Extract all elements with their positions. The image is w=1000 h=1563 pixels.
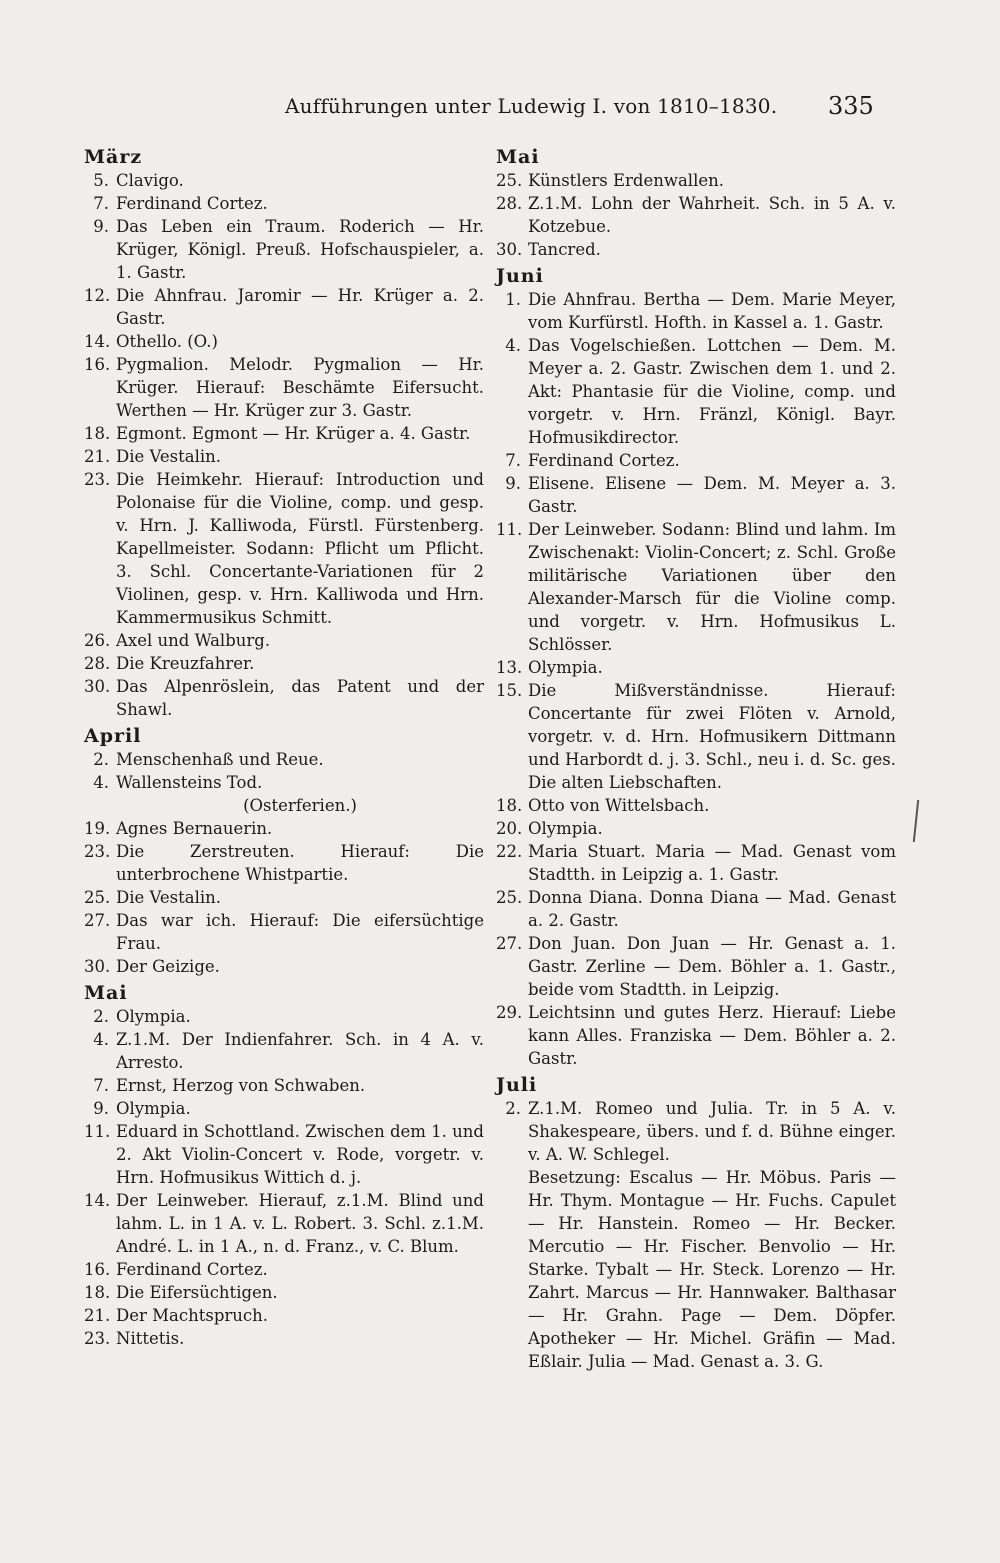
day-number: 16 . bbox=[84, 1258, 109, 1281]
day-number: 11 . bbox=[496, 518, 521, 541]
day-number: 23 . bbox=[84, 840, 109, 863]
day-number: 2 . bbox=[84, 1005, 109, 1028]
entry-text: Olympia. bbox=[116, 1099, 191, 1118]
entry-text: Axel und Walburg. bbox=[116, 631, 271, 650]
performance-entry bbox=[84, 955, 484, 978]
day-number: 28 . bbox=[84, 652, 109, 675]
entry-text: Die Vestalin. bbox=[116, 447, 222, 466]
entry-text: Elisene. Elisene — Dem. M. Meyer a. 3. Gastr. bbox=[528, 474, 896, 516]
day-number: 18 . bbox=[496, 794, 521, 817]
margin-pencil-mark bbox=[913, 800, 922, 842]
day-number: 30 . bbox=[84, 955, 109, 978]
performance-entry bbox=[84, 215, 484, 284]
day-number: 30 . bbox=[84, 675, 109, 698]
section-note: (Osterferien.) bbox=[243, 796, 357, 815]
performance-entry bbox=[496, 334, 896, 449]
performance-entry bbox=[84, 652, 484, 675]
month-heading: März bbox=[84, 146, 143, 168]
performance-entry bbox=[84, 771, 484, 794]
day-number: 27 . bbox=[84, 909, 109, 932]
entry-text: Nittetis. bbox=[116, 1329, 185, 1348]
day-number: 19 . bbox=[84, 817, 109, 840]
performance-entry bbox=[84, 1005, 484, 1028]
day-number: 27 . bbox=[496, 932, 521, 955]
entry-text: Maria Stuart. Maria — Mad. Genast vom Stadtth. in Leipzig a. 1. Gastr. bbox=[528, 842, 896, 884]
performance-entry bbox=[84, 1074, 484, 1097]
day-number: 30 . bbox=[496, 238, 521, 261]
page-header bbox=[0, 94, 1000, 124]
month-heading: Mai bbox=[84, 982, 128, 1004]
performance-entry bbox=[496, 1001, 896, 1070]
entry-text: Die Eifersüchtigen. bbox=[116, 1283, 278, 1302]
day-number: 13 . bbox=[496, 656, 521, 679]
performance-entry bbox=[84, 353, 484, 422]
performance-entry bbox=[84, 192, 484, 215]
entry-text: Agnes Bernauerin. bbox=[116, 819, 273, 838]
performance-entry bbox=[496, 518, 896, 656]
day-number: 22 . bbox=[496, 840, 521, 863]
entry-text: Der Leinweber. Hierauf, z.1.M. Blind und lahm. L. in 1 A. v. L. Robert. 3. Schl. z.1.M. André. L. in 1 A., n. d. Franz., v. C. Blum. bbox=[116, 1191, 484, 1256]
entry-text: Eduard in Schottland. Zwischen dem 1. und 2. Akt Violin-Concert v. Rode, vorgetr. v. Hrn. Hofmusikus Wittich d. j. bbox=[116, 1122, 484, 1187]
performance-entry bbox=[84, 330, 484, 353]
entry-text: Pygmalion. Melodr. Pygmalion — Hr. Krüger. Hierauf: Beschämte Eifersucht. Werthen — Hr. Krüger zur 3. Gastr. bbox=[116, 355, 484, 420]
day-number: 21 . bbox=[84, 1304, 109, 1327]
day-number: 20 . bbox=[496, 817, 521, 840]
performance-entry bbox=[84, 748, 484, 771]
performance-entry bbox=[84, 840, 484, 886]
performance-entry bbox=[84, 1120, 484, 1189]
performance-entry bbox=[84, 1281, 484, 1304]
entry-text: Der Leinweber. Sodann: Blind und lahm. Im Zwischenakt: Violin-Concert; z. Schl. Große militärische Variationen über den Alexander-Marsch für die Violine comp. und vorgetr. v. Hrn. Hofmusikus L. Schlösser. bbox=[528, 520, 896, 654]
performance-entry bbox=[84, 1028, 484, 1074]
day-number: 7 . bbox=[84, 192, 109, 215]
entry-text: Wallensteins Tod. bbox=[116, 773, 263, 792]
day-number: 7 . bbox=[84, 1074, 109, 1097]
day-number: 15 . bbox=[496, 679, 521, 702]
performance-entry bbox=[84, 445, 484, 468]
day-number: 9 . bbox=[84, 215, 109, 238]
performance-entry bbox=[496, 238, 896, 261]
performance-entry bbox=[496, 288, 896, 334]
entry-text: Z.1.M. Lohn der Wahrheit. Sch. in 5 A. v. Kotzebue. bbox=[528, 194, 896, 236]
performance-entry bbox=[496, 472, 896, 518]
performance-entry bbox=[496, 794, 896, 817]
day-number: 14 . bbox=[84, 1189, 109, 1212]
performance-entry bbox=[496, 886, 896, 932]
performance-entry bbox=[84, 1327, 484, 1350]
entry-text: Das Vogelschießen. Lottchen — Dem. M. Meyer a. 2. Gastr. Zwischen dem 1. und 2. Akt: Phantasie für die Violine, comp. und vorgetr. v. Hrn. Fränzl, Königl. Bayr. Hofmusikdirector. bbox=[528, 336, 896, 447]
entry-text: Die Ahnfrau. Jaromir — Hr. Krüger a. 2. Gastr. bbox=[116, 286, 484, 328]
entry-text: Der Geizige. bbox=[116, 957, 220, 976]
entry-text: Ferdinand Cortez. bbox=[528, 451, 680, 470]
day-number: 14 . bbox=[84, 330, 109, 353]
entry-text: Der Machtspruch. bbox=[116, 1306, 269, 1325]
entry-text: Das Leben ein Traum. Roderich — Hr. Krüger, Königl. Preuß. Hofschauspieler, a. 1. Gastr. bbox=[116, 217, 484, 282]
running-head: Aufführungen unter Ludewig I. von 1810–1830. bbox=[285, 94, 778, 118]
performance-entry bbox=[84, 675, 484, 721]
entry-text: Künstlers Erdenwallen. bbox=[528, 171, 724, 190]
performance-entry bbox=[84, 1189, 484, 1258]
performance-entry bbox=[84, 468, 484, 629]
day-number: 7 . bbox=[496, 449, 521, 472]
day-number: 11 . bbox=[84, 1120, 109, 1143]
performance-entry bbox=[84, 1258, 484, 1281]
day-number: 21 . bbox=[84, 445, 109, 468]
entry-text: Das war ich. Hierauf: Die eifersüchtige Frau. bbox=[116, 911, 484, 953]
right-column bbox=[496, 146, 896, 1373]
performance-entry bbox=[496, 679, 896, 794]
day-number: 2 . bbox=[496, 1097, 521, 1120]
performance-entry bbox=[84, 1097, 484, 1120]
performance-entry bbox=[84, 1304, 484, 1327]
performance-entry bbox=[84, 817, 484, 840]
day-number: 4 . bbox=[84, 771, 109, 794]
entry-text: Die Vestalin. bbox=[116, 888, 222, 907]
day-number: 4 . bbox=[84, 1028, 109, 1051]
day-number: 4 . bbox=[496, 334, 521, 357]
entry-text: Die Zerstreuten. Hierauf: Die unterbrochene Whistpartie. bbox=[116, 842, 484, 884]
performance-entry bbox=[496, 169, 896, 192]
performance-entry bbox=[84, 886, 484, 909]
entry-text: Olympia. bbox=[528, 658, 603, 677]
day-number: 26 . bbox=[84, 629, 109, 652]
day-number: 25 . bbox=[496, 169, 521, 192]
performance-entry bbox=[84, 909, 484, 955]
entry-text: Othello. (O.) bbox=[116, 332, 218, 351]
entry-text: Olympia. bbox=[116, 1007, 191, 1026]
performance-entry bbox=[496, 656, 896, 679]
entry-text: Egmont. Egmont — Hr. Krüger a. 4. Gastr. bbox=[116, 424, 471, 443]
day-number: 28 . bbox=[496, 192, 521, 215]
entry-text: Olympia. bbox=[528, 819, 603, 838]
day-number: 16 . bbox=[84, 353, 109, 376]
entry-text: Die Mißverständnisse. Hierauf: Concertante für zwei Flöten v. Arnold, vorgetr. v. d. Hrn. Hofmusikern Dittmann und Harbordt d. j. 3. Schl., neu i. d. Sc. ges. Die alten Liebschaften. bbox=[528, 681, 896, 792]
performance-entry bbox=[84, 169, 484, 192]
month-heading: Juli bbox=[496, 1074, 538, 1096]
day-number: 9 . bbox=[84, 1097, 109, 1120]
entry-text: Das Alpenröslein, das Patent und der Shawl. bbox=[116, 677, 484, 719]
performance-entry bbox=[496, 1097, 896, 1166]
day-number: 23 . bbox=[84, 1327, 109, 1350]
entry-text: Z.1.M. Der Indienfahrer. Sch. in 4 A. v. Arresto. bbox=[116, 1030, 484, 1072]
performance-entry bbox=[496, 840, 896, 886]
entry-text: Donna Diana. Donna Diana — Mad. Genast a. 2. Gastr. bbox=[528, 888, 896, 930]
performance-entry bbox=[496, 932, 896, 1001]
performance-entry bbox=[496, 192, 896, 238]
entry-continuation: Besetzung: Escalus — Hr. Möbus. Paris — Hr. Thym. Montague — Hr. Fuchs. Capulet — Hr. Hanstein. Romeo — Hr. Becker. Mercutio — Hr. Fischer. Benvolio — Hr. Starke. Tybalt — Hr. Steck. Lorenzo — Hr. Zahrt. Marcus — Hr. Hannwaker. Balthasar — Hr. Grahn. Page — Dem. Döpfer. Apotheker — Hr. Michel. Gräfin — Mad. Eßlair. Julia — Mad. Genast a. 3. G. bbox=[528, 1168, 896, 1371]
month-heading: Mai bbox=[496, 146, 540, 168]
entry-text: Otto von Wittelsbach. bbox=[528, 796, 710, 815]
performance-entry bbox=[84, 284, 484, 330]
left-column bbox=[84, 146, 484, 1350]
month-heading: April bbox=[84, 725, 142, 747]
month-heading: Juni bbox=[496, 265, 544, 287]
day-number: 18 . bbox=[84, 422, 109, 445]
entry-text: Don Juan. Don Juan — Hr. Genast a. 1. Gastr. Zerline — Dem. Böhler a. 1. Gastr., beide vom Stadtth. in Leipzig. bbox=[528, 934, 896, 999]
entry-text: Tancred. bbox=[528, 240, 601, 259]
day-number: 18 . bbox=[84, 1281, 109, 1304]
entry-text: Die Ahnfrau. Bertha — Dem. Marie Meyer, vom Kurfürstl. Hofth. in Kassel a. 1. Gastr. bbox=[528, 290, 896, 332]
day-number: 25 . bbox=[496, 886, 521, 909]
day-number: 25 . bbox=[84, 886, 109, 909]
entry-text: Leichtsinn und gutes Herz. Hierauf: Liebe kann Alles. Franziska — Dem. Böhler a. 2. Gastr. bbox=[528, 1003, 896, 1068]
entry-text: Ernst, Herzog von Schwaben. bbox=[116, 1076, 366, 1095]
entry-text: Ferdinand Cortez. bbox=[116, 1260, 268, 1279]
day-number: 5 . bbox=[84, 169, 109, 192]
day-number: 29 . bbox=[496, 1001, 521, 1024]
day-number: 2 . bbox=[84, 748, 109, 771]
performance-entry bbox=[84, 422, 484, 445]
performance-entry bbox=[496, 817, 896, 840]
entry-text: Clavigo. bbox=[116, 171, 184, 190]
entry-text: Z.1.M. Romeo und Julia. Tr. in 5 A. v. Shakespeare, übers. und f. d. Bühne einger. v. A. W. Schlegel. bbox=[528, 1099, 896, 1164]
entry-text: Die Heimkehr. Hierauf: Introduction und Polonaise für die Violine, comp. und gesp. v. Hrn. J. Kalliwoda, Fürstl. Fürstenberg. Kapellmeister. Sodann: Pflicht um Pflicht. 3. Schl. Concertante-Variationen für 2 Violinen, gesp. v. Hrn. Kalliwoda und Hrn. Kammermusikus Schmitt. bbox=[116, 470, 484, 627]
performance-entry bbox=[84, 629, 484, 652]
day-number: 12 . bbox=[84, 284, 109, 307]
entry-text: Die Kreuzfahrer. bbox=[116, 654, 255, 673]
day-number: 9 . bbox=[496, 472, 521, 495]
page-number: 335 bbox=[828, 92, 874, 120]
day-number: 1 . bbox=[496, 288, 521, 311]
entry-text: Ferdinand Cortez. bbox=[116, 194, 268, 213]
entry-text: Menschenhaß und Reue. bbox=[116, 750, 324, 769]
day-number: 23 . bbox=[84, 468, 109, 491]
performance-entry bbox=[496, 449, 896, 472]
